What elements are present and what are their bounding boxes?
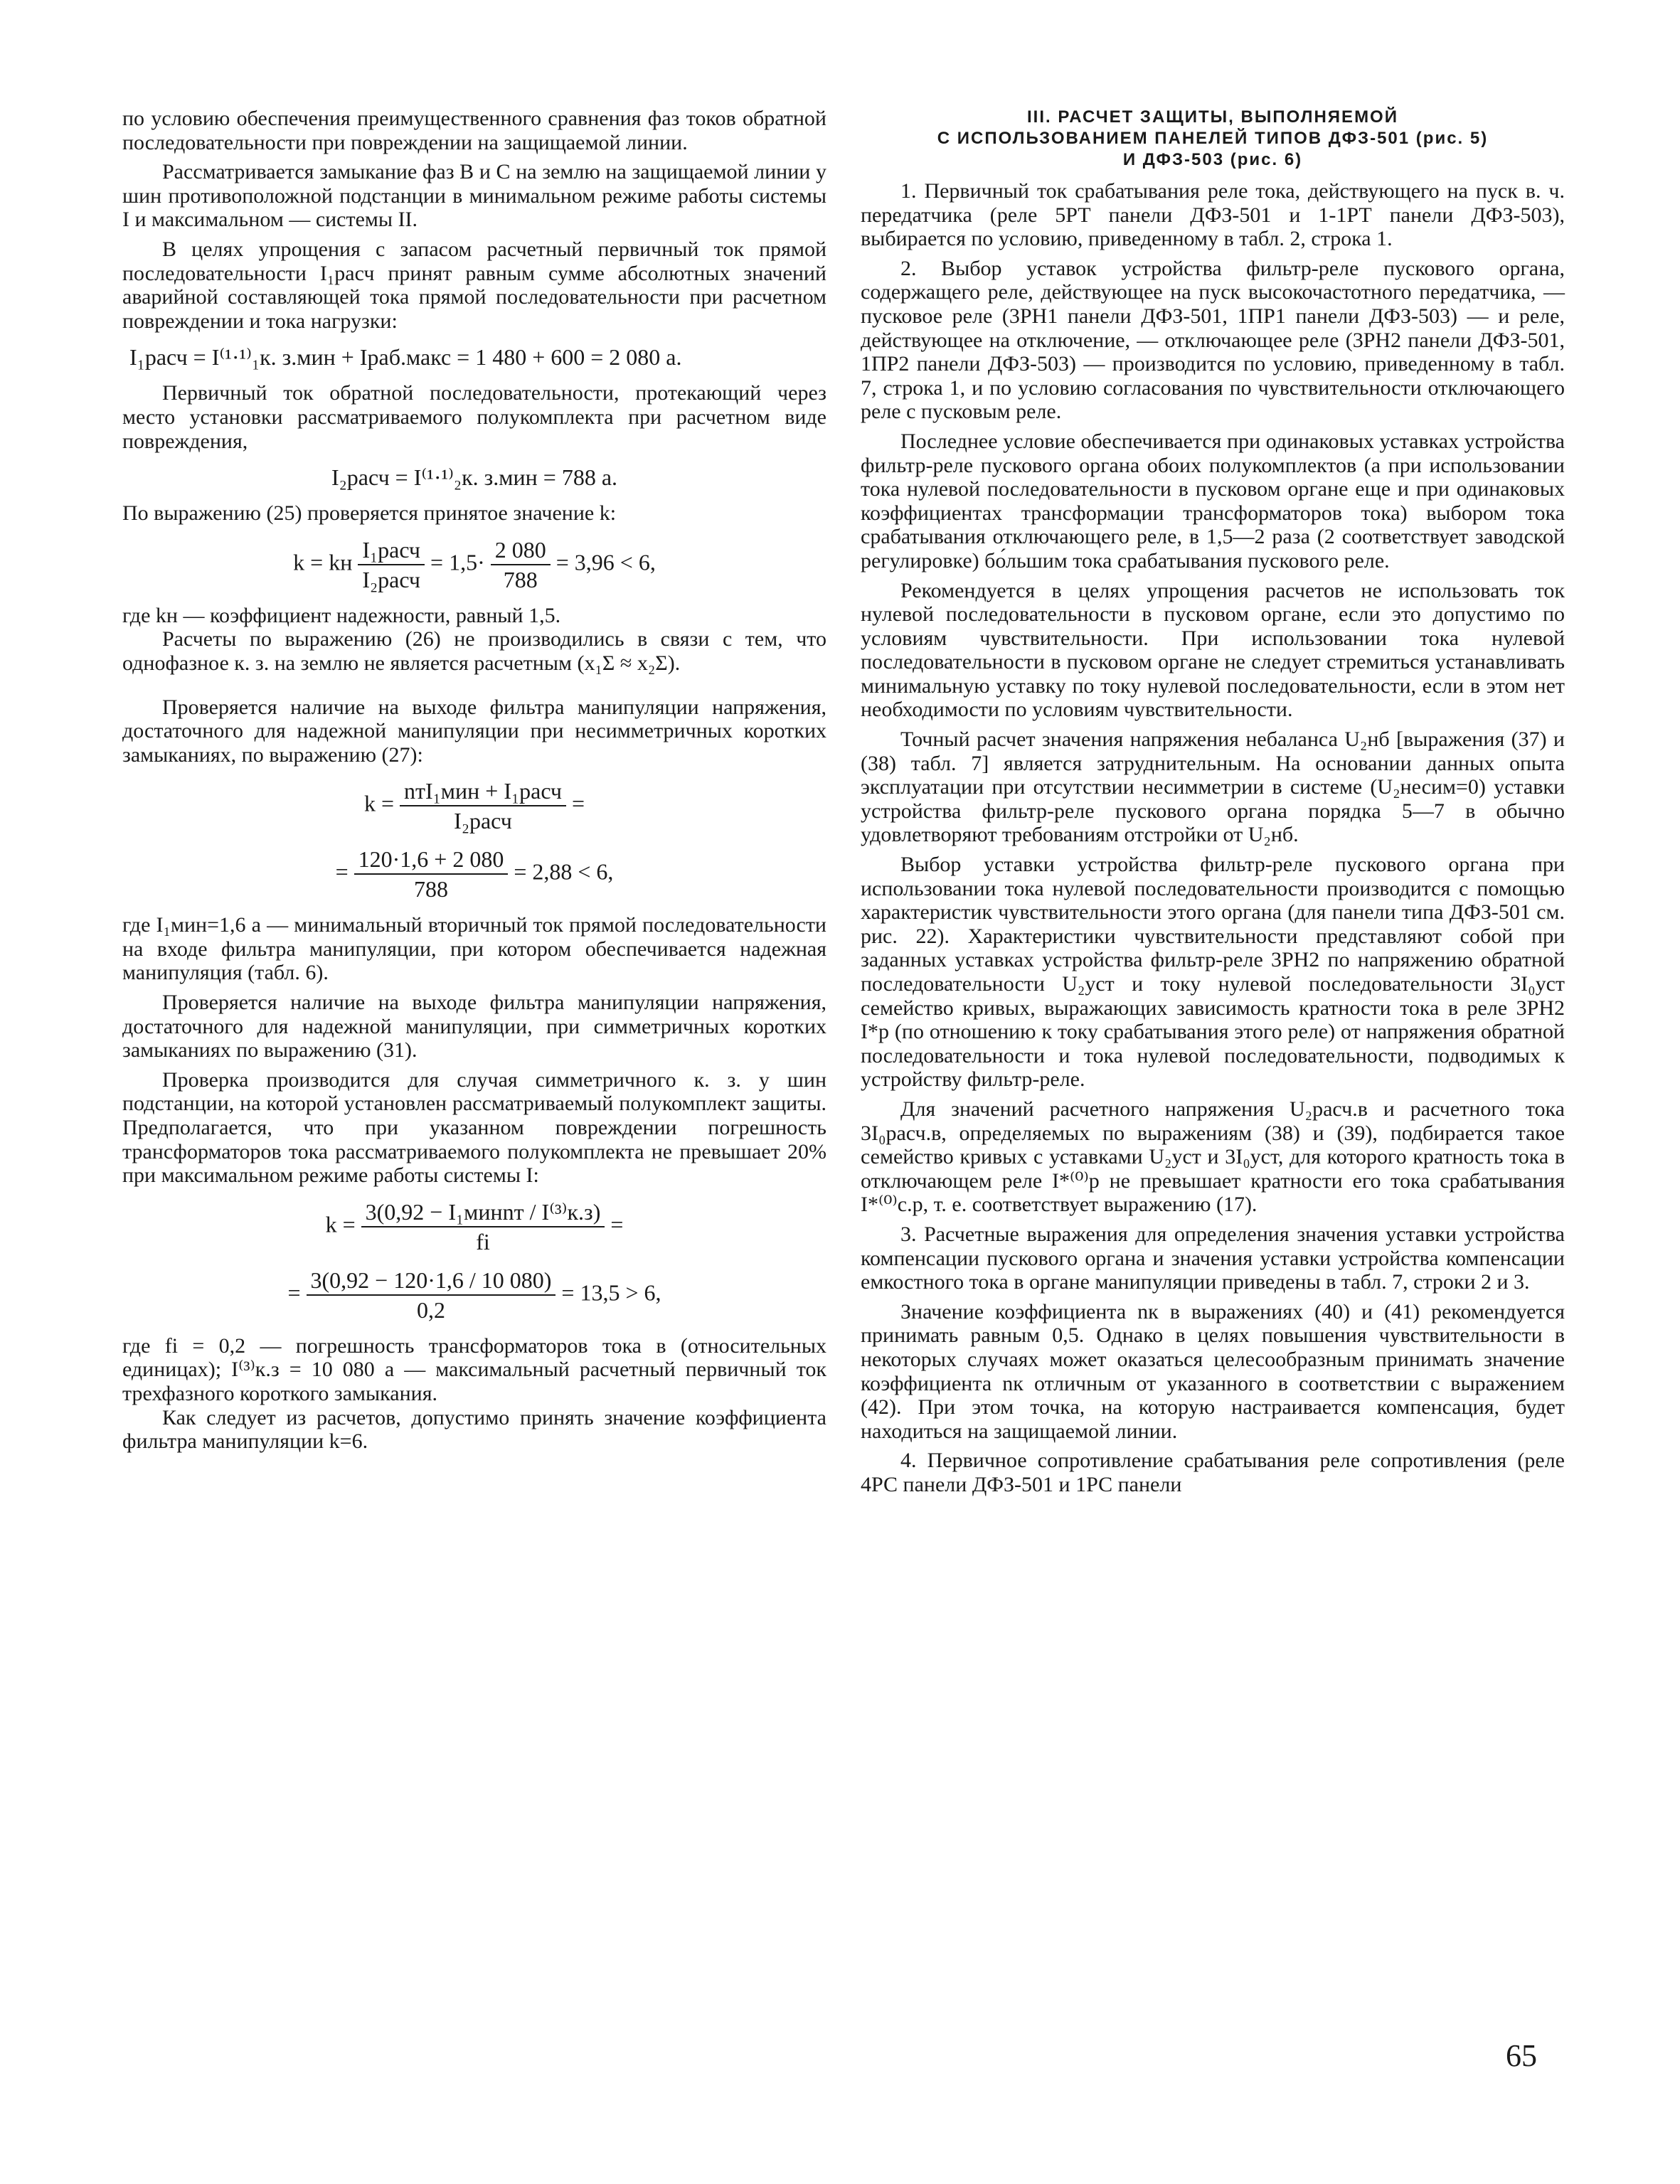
formula-i1-calc: I₁расч = I⁽¹·¹⁾₁к. з.мин + Iраб.макс = 1 480 + 600 = 2 080 а. [129, 344, 682, 371]
section-title [861, 107, 1565, 171]
paragraph: где fi = 0,2 — погрешность трансформаторов тока в (относительных единицах); I⁽³⁾к.з = 10 080 а — максимальный расчетный первичный ток трехфазного короткого замыкания. [122, 1333, 826, 1405]
paragraph: Первичный ток обратной последовательности, протекающий через место установки рассматриваемого полукомплекта при расчетном виде повреждения, [122, 381, 826, 453]
paragraph: Рекомендуется в целях упрощения расчетов не использовать ток нулевой последовательности в пусковом органе, если это допустимо по условиям чувствительности. При использовании тока нулевой последовательности в пусковом органе не следует стремиться устанавливать минимальную уставку по току нулевой последовательности, если в этом нет необходимости по условиям чувствительности. [861, 578, 1565, 722]
formula-part: k = kн [293, 549, 353, 575]
paragraph: Проверка производится для случая симметричного к. з. у шин подстанции, на которой установлен рассматриваемый полукомплект защиты. Предполагается, что при указанном повреждении погрешность трансформаторов тока рассматриваемого полукомплекта не превышает 20% при максимальном режиме работы системы I: [122, 1067, 826, 1188]
fraction [307, 1266, 556, 1324]
formula-part: = 1,5· [430, 549, 485, 575]
page-number: 65 [1506, 2038, 1537, 2073]
paragraph: Рассматривается замыкание фаз B и C на землю на защищаемой линии у шин противоположной подстанции в минимальном режиме работы системы I и максимальном — системы II. [122, 160, 826, 232]
denominator: I₂расч [454, 808, 512, 834]
formula-k-check-27 [122, 777, 826, 835]
numerator: nтI₁мин + I₁расч [400, 777, 566, 806]
fraction [354, 845, 509, 903]
formula-k-result-31 [122, 1266, 826, 1324]
paragraph: где kн — коэффициент надежности, равный 1,5. [122, 603, 561, 627]
paragraph: Проверяется наличие на выходе фильтра манипуляции напряжения, достаточного для надежной манипуляции при несимметричных коротких замыканиях, по выражению (27): [122, 695, 826, 767]
section-title-line: И ДФЗ-503 (рис. 6) [1122, 150, 1303, 169]
fraction [361, 1198, 605, 1256]
paragraph: Последнее условие обеспечивается при одинаковых уставках устройства фильтр-реле пускового органа обоих полукомплектов (а при использовании тока нулевой последовательности в пусковом органе еще и при одинаковых коэффициентах трансформации трансформаторов тока) выбором тока срабатывания отключающего реле, в 1,5—2 раза (2 соответствует заводской регулировке) бо́льшим тока срабатывания пускового реле. [861, 429, 1565, 572]
paragraph: Выбор уставки устройства фильтр-реле пускового органа при использовании тока нулевой последовательности производится с помощью характеристик чувствительности этого органа (для панели типа ДФЗ-501 см. рис. 22). Характеристики чувствительности представляют собой при заданных уставках устройства фильтр-реле 3РН2 по напряжению обратной последовательности U₂уст и току нулевой последовательности 3I₀уст семейство кривых, выражающих зависимость кратности тока в реле 3РН2 I*р (по отношению к току срабатывания этого реле) от напряжения обратной последовательности и тока нулевой последовательности, подводимых к устройству фильтр-реле. [861, 853, 1565, 1092]
denominator: 788 [503, 566, 538, 592]
formula-part: = [610, 1211, 624, 1237]
denominator: I₂расч [362, 566, 421, 592]
paragraph: Расчеты по выражению (26) не производились в связи с тем, что однофазное к. з. на землю не является расчетным (x₁Σ ≈ x₂Σ). [122, 627, 826, 675]
formula-part: = [572, 790, 585, 816]
formula-k-check-31 [122, 1198, 826, 1256]
formula-part: = [287, 1279, 301, 1306]
paragraph: Значение коэффициента nк в выражениях (40) и (41) рекомендуется принимать равным 0,5. Однако в целях повышения чувствительности в некоторых случаях может оказаться целесообразным принимать значение коэффициента nк отличным от указанного в соответствии с выражением (42). При этом точка, на которую настраивается компенсация, будет находиться на защищаемой линии. [861, 1299, 1565, 1443]
paragraph: По выражению (25) проверяется принятое значение k: [122, 501, 617, 526]
formula-part: = [335, 858, 349, 885]
numerator: 3(0,92 − I₁минnт / I⁽³⁾к.з) [361, 1198, 605, 1227]
numerator: 2 080 [491, 536, 551, 565]
section-title-line: III. РАСЧЕТ ЗАЩИТЫ, ВЫПОЛНЯЕМОЙ [1027, 107, 1398, 127]
formula-part: k = [325, 1211, 356, 1237]
formula-i2-calc: I₂расч = I⁽¹·¹⁾₂к. з.мин = 788 а. [331, 464, 618, 491]
numerator: 3(0,92 − 120·1,6 / 10 080) [307, 1266, 556, 1296]
formula-part: = 3,96 < 6, [555, 549, 656, 575]
paragraph: Проверяется наличие на выходе фильтра манипуляции напряжения, достаточного для надежной манипуляции, при симметричных коротких замыканиях по выражению (31). [122, 991, 826, 1062]
formula-part: k = [363, 790, 394, 816]
paragraph: 3. Расчетные выражения для определения значения уставки устройства компенсации пускового органа и значения уставки устройства компенсации емкостного тока в органе манипуляции приведены в табл. 7, строки 2 и 3. [861, 1222, 1565, 1294]
fraction [358, 536, 425, 594]
formula-part: = 2,88 < 6, [514, 858, 614, 885]
paragraph: Для значений расчетного напряжения U₂расч.в и расчетного тока 3I₀расч.в, определяемых по выражениям (38) и (39), подбирается такое семейство кривых с уставками U₂уст и 3I₀уст, для которого кратность тока в отключающем реле I*⁽⁰⁾р не превышает кратности его тока срабатывания I*⁽⁰⁾с.р, т. е. соответствует выражению (17). [861, 1097, 1565, 1217]
paragraph: 1. Первичный ток срабатывания реле тока, действующего на пуск в. ч. передатчика (реле 5РТ панели ДФЗ-501 и 1-1РТ панели ДФЗ-503), выбирается по условию, приведенному в табл. 2, строка 1. [861, 179, 1565, 251]
formula-k-result-27 [122, 845, 826, 903]
numerator: I₁расч [358, 536, 425, 565]
section-title-line: С ИСПОЛЬЗОВАНИЕМ ПАНЕЛЕЙ ТИПОВ ДФЗ-501 (рис. 5) [937, 129, 1489, 148]
fraction [491, 536, 551, 594]
paragraph: 2. Выбор уставок устройства фильтр-реле пускового органа, содержащего реле, действующее на пуск высокочастотного передатчика, — пусковое реле (3РН1 панели ДФЗ-501, 1ПР1 панели ДФЗ-503) — и реле, действующее на отключение, — отключающее реле (3РН2 панели ДФЗ-501, 1ПР2 панели ДФЗ-503) — производится по условию, приведенному в табл. 7, строка 1, и по условию согласования по чувствительности отключающего реле с пусковым реле. [861, 256, 1565, 424]
paragraph: Точный расчет значения напряжения небаланса U₂нб [выражения (37) и (38) табл. 7] является затруднительным. На основании данных опыта эксплуатации при отсутствии несимметрии в системе (U₂несим=0) уставки устройства фильтр-реле пускового органа порядка 5—7 в обычно удовлетворяют требованиям отстройки от U₂нб. [861, 728, 1565, 847]
formula-k-check-25 [122, 536, 826, 594]
denominator: 0,2 [416, 1296, 445, 1323]
numerator: 120·1,6 + 2 080 [354, 845, 509, 875]
formula-part: = 13,5 > 6, [561, 1279, 661, 1306]
denominator: 788 [413, 876, 448, 902]
right-column [861, 107, 1565, 1496]
fraction [400, 777, 566, 835]
left-column [122, 107, 826, 1454]
paragraph: Как следует из расчетов, допустимо принять значение коэффициента фильтра манипуляции k=6. [122, 1405, 826, 1454]
paragraph: 4. Первичное сопротивление срабатывания реле сопротивления (реле 4РС панели ДФЗ-501 и 1РС панели [861, 1449, 1565, 1496]
denominator: fi [476, 1228, 490, 1255]
paragraph: по условию обеспечения преимущественного сравнения фаз токов обратной последовательности при повреждении на защищаемой линии. [122, 107, 826, 154]
paragraph: где I₁мин=1,6 а — минимальный вторичный ток прямой последовательности на входе фильтра манипуляции, при котором обеспечивается надежная манипуляция (табл. 6). [122, 913, 826, 985]
paragraph: В целях упрощения с запасом расчетный первичный ток прямой последовательности I₁расч принят равным сумме абсолютных значений аварийной составляющей тока прямой последовательности при расчетном повреждении и тока нагрузки: [122, 237, 826, 333]
